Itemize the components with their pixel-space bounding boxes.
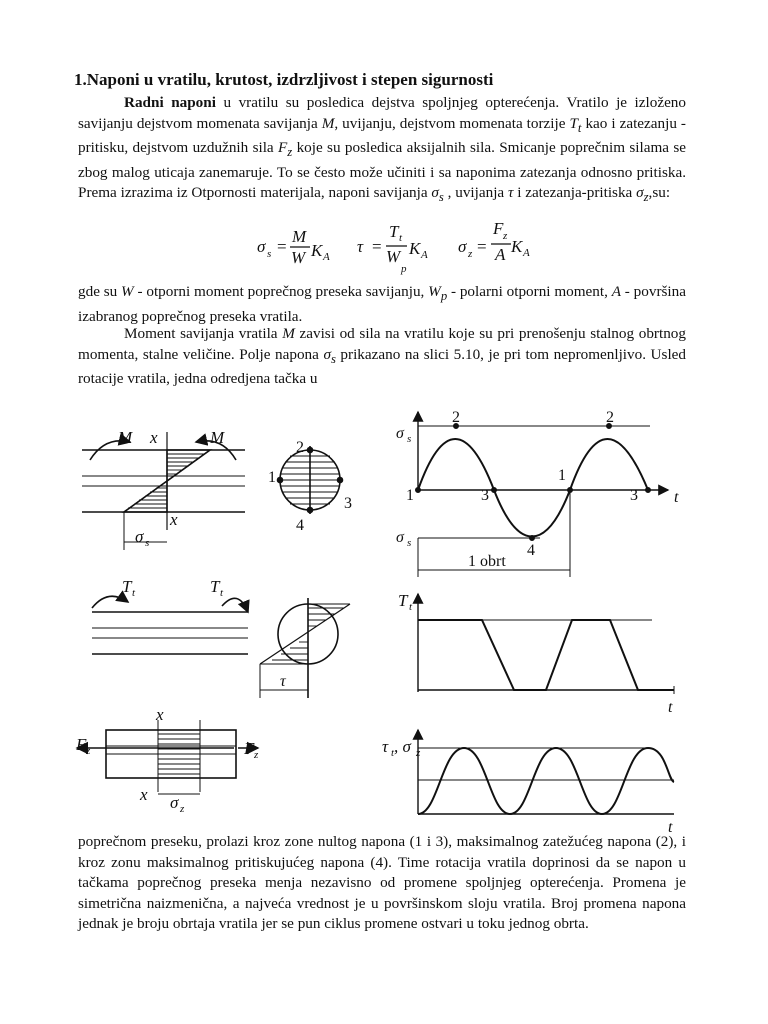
label-sigma-z-dimension: σ [170, 793, 179, 812]
svg-text:s: s [267, 248, 272, 260]
svg-text:K: K [409, 239, 421, 258]
svg-text:A: A [421, 249, 428, 261]
axial-stress-graph [418, 730, 674, 814]
label-one-revolution: 1 obrt [468, 553, 506, 570]
svg-text:s: s [407, 433, 412, 445]
svg-text:2: 2 [606, 409, 614, 426]
label-force-left: F [76, 735, 87, 754]
svg-text:K: K [311, 241, 323, 260]
svg-text:3: 3 [630, 487, 638, 504]
svg-text:x: x [140, 785, 148, 804]
svg-text:t: t [668, 819, 673, 832]
svg-text:W: W [386, 247, 401, 266]
svg-text:W: W [291, 248, 306, 267]
label-sigma-s-dimension: σ [135, 527, 144, 546]
label-moment-right: M [210, 428, 225, 447]
svg-text:A: A [523, 247, 530, 259]
paragraph-bending-moment: Moment savijanja vratila M zavisi od sila na vratilu koje su pri prenošenju stalnog obrtnog momenta, stalne veličine. Polje napona $\sigma_s$ prikazano na slici 5.10, je pri tom nepromenljivo. Usled rotacije vratila, jedna odredjena tačka u [78, 325, 686, 388]
axis-sigma-s-bottom: σ [396, 529, 404, 546]
label-force-right: F [244, 739, 255, 758]
svg-text:A: A [495, 245, 506, 264]
svg-text:z: z [86, 745, 91, 757]
stress-formulas [255, 222, 695, 278]
svg-text:1: 1 [268, 469, 276, 486]
svg-text:=: = [477, 237, 487, 256]
svg-text:z: z [468, 248, 473, 260]
term-working-stresses: Radni naponi [124, 94, 216, 111]
axis-torque: T [398, 591, 408, 610]
section-title: 1.Naponi u vratilu, krutost, izdrzljivost i stepen sigurnosti [74, 70, 494, 89]
axis-tau-sigma-z: τ [382, 737, 389, 756]
svg-text:3: 3 [344, 495, 352, 512]
svg-text:t: t [399, 232, 403, 244]
svg-text:t: t [220, 587, 224, 599]
svg-text:2: 2 [296, 439, 304, 456]
svg-text:=: = [277, 237, 287, 256]
svg-text:1: 1 [558, 467, 566, 484]
svg-text:s: s [145, 537, 150, 549]
svg-text:4: 4 [296, 517, 304, 534]
svg-text:F: F [493, 222, 504, 238]
svg-text:T: T [389, 222, 399, 241]
torsion-shaft-diagram [92, 596, 248, 654]
formula-tau: τ [357, 237, 364, 256]
svg-text:1: 1 [406, 487, 414, 504]
bending-cross-section [278, 446, 343, 514]
svg-text:A: A [323, 251, 330, 263]
torsion-cross-section [260, 598, 350, 698]
svg-text:t: t [391, 747, 395, 759]
bending-shaft-diagram [82, 432, 245, 550]
label-torque-right: T [210, 577, 220, 596]
axis-sigma-s-top: σ [396, 425, 404, 442]
svg-text:4: 4 [527, 542, 535, 559]
svg-text:z: z [180, 803, 185, 815]
svg-text:3: 3 [481, 487, 489, 504]
label-torque-left: T [122, 577, 132, 596]
svg-text:x: x [170, 510, 178, 529]
svg-text:z: z [503, 230, 508, 242]
svg-text:x: x [156, 705, 164, 724]
svg-text:K: K [511, 237, 523, 256]
svg-text:, σ: , σ [394, 737, 411, 756]
formula-sigma-z: σ [458, 237, 467, 256]
paragraph-working-stresses: Radni naponi u vratilu su posledica dejstva spoljnjeg opterećenja. Vratilo je izloženo savijanju dejstvom momenata savijanja M, uvijanju, dejstvom momenata torzije $T_t$ kao i zatezanju - pritisku, dejstvom uzdužnih sila $F_z$ koje su posledica aksijalnih sila. Smicanje poprečnim silama se zbog malog uticaja zanemaruje. To se često može učiniti i sa naponima zatezanja odnosno pritiska. Prema izrazima iz Otpornosti materijala, naponi savijanja $\sigma_s$ , uvijanja τ i zatezanja-pritiska $\sigma_z,su$: [78, 94, 686, 205]
svg-text:t: t [668, 699, 673, 716]
svg-text:2: 2 [452, 409, 460, 426]
svg-text:M: M [292, 227, 307, 246]
axial-shaft-diagram [77, 720, 258, 794]
svg-text:z: z [416, 747, 421, 759]
figure-stress-diagrams [70, 402, 700, 832]
svg-text:p: p [401, 263, 407, 275]
svg-text:t: t [132, 587, 136, 599]
paragraph-definitions: gde su W - otporni moment poprečnog preseka savijanju, $W_p$ - polarni otporni moment, A - površina izabranog poprečnog preseka vratila. [78, 283, 686, 325]
paragraph-rotation-effect: poprečnom preseku, prolazi kroz zone nultog napona (1 i 3), maksimalnog zatežućeg napona (2), i kroz zonu maksimalnog pritiskujućeg napona (4). Time rotacija vratila doprinosi da se napon u tačkama poprečnog preseka menja nezavisno od promene spoljnjeg opterećenja. Promena je simetrična naizmenična, a najveća vrednost je u površinskom sloju vratila. Broj promena napona jednak je broju obrtaja vratila jer se pun ciklus promene ostvari u toku jednog obrta. [78, 833, 686, 933]
svg-text:=: = [372, 237, 382, 256]
svg-text:x: x [150, 428, 158, 447]
label-tau-dimension: τ [280, 673, 286, 690]
svg-text:z: z [254, 749, 259, 761]
svg-text:s: s [407, 537, 412, 549]
formula-sigma-s: σ [257, 237, 266, 256]
svg-text:t: t [674, 489, 679, 506]
label-moment-left: M [118, 428, 133, 447]
torsion-stress-graph [418, 594, 674, 694]
svg-text:t: t [409, 601, 413, 613]
